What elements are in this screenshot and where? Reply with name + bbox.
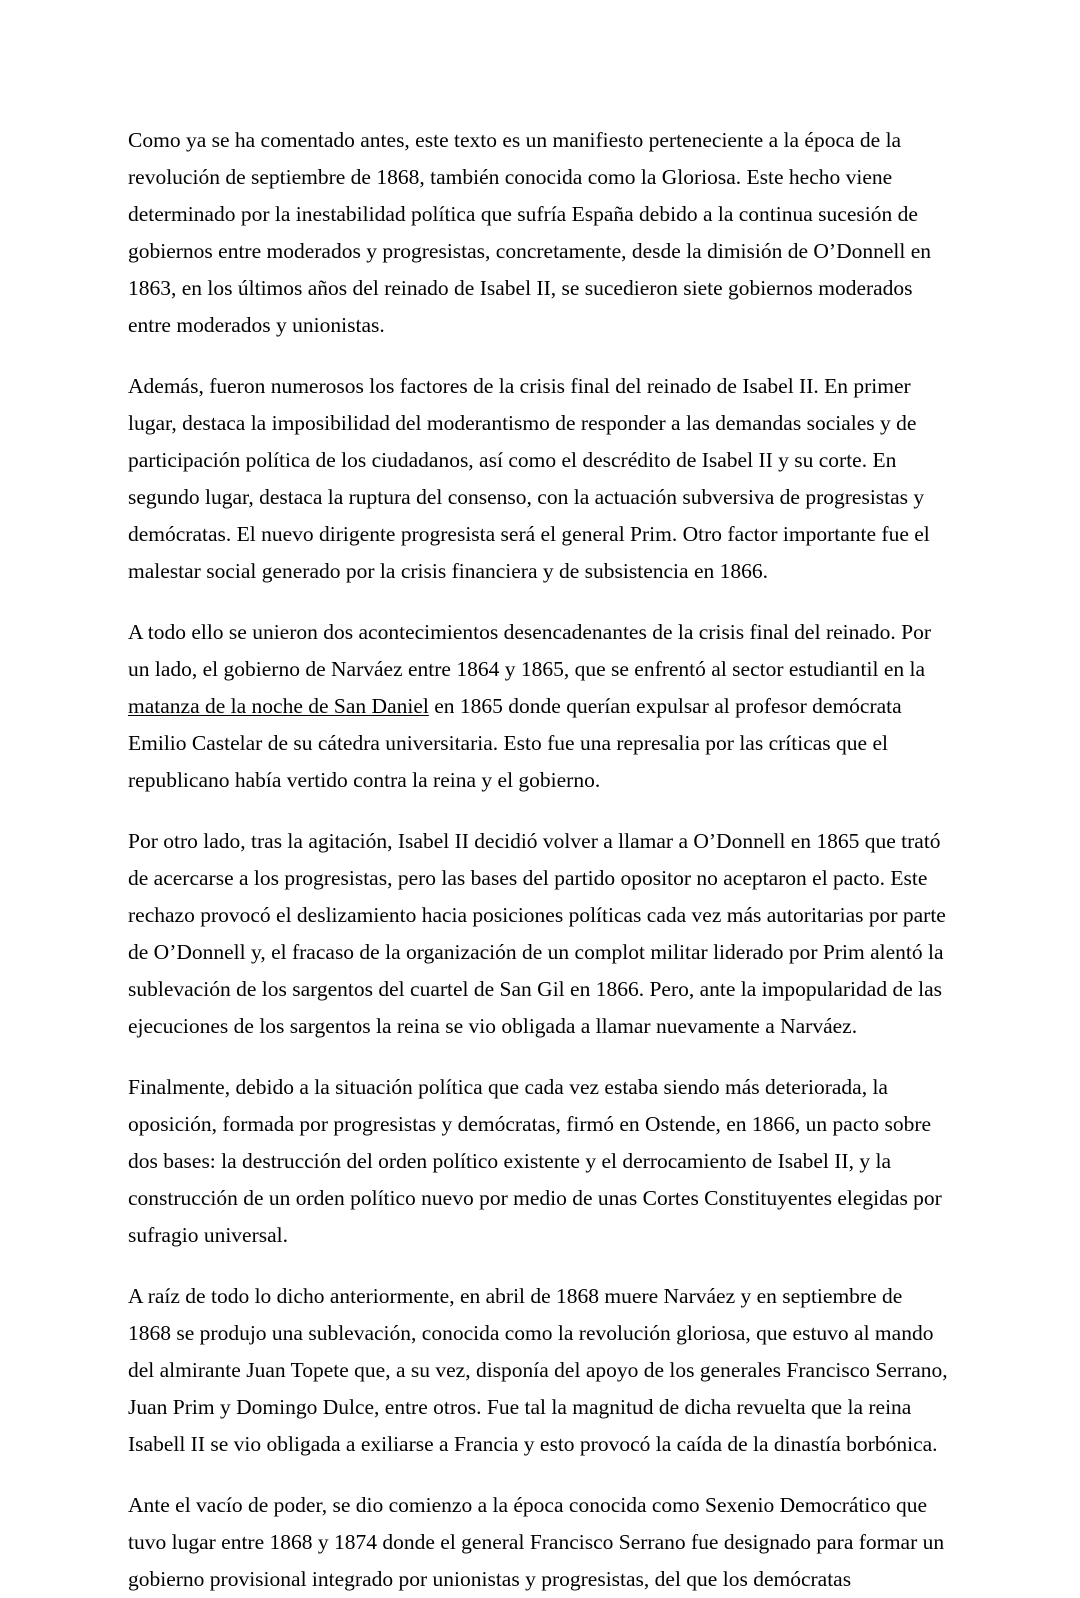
paragraph-7: Ante el vacío de poder, se dio comienzo a la época conocida como Sexenio Democrático que tuvo lugar entre 1868 y 1874 donde el general Francisco Serrano fue designado para formar un gobierno provisional integrado por unionistas y progresistas, del que los demócratas (128, 1493, 945, 1591)
paragraph-4: Por otro lado, tras la agitación, Isabel II decidió volver a llamar a O’Donnell en 1865 que trató de acercarse a los progresistas, pero las bases del partido opositor no aceptaron el pacto. Este rechazo provocó el deslizamiento hacia posiciones políticas cada vez más autoritarias por parte de O’Donnell y, el fracaso de la organización de un complot militar liderado por Prim alentó la sublevación de los sargentos del cuartel de San Gil en 1866. Pero, ante la impopularidad de las ejecuciones de los sargentos la reina se vio obligada a llamar nuevamente a Narváez. (128, 829, 946, 1038)
paragraph-3-text-after: en 1865 donde querían expulsar al profesor demócrata Emilio Castelar de su cátedra universitaria. Esto fue una represalia por las críticas que el republicano había vertido contra la reina y el gobierno. (128, 694, 902, 792)
document-body (128, 122, 948, 1598)
paragraph-5: Finalmente, debido a la situación política que cada vez estaba siendo más deteriorada, la oposición, formada por progresistas y demócratas, firmó en Ostende, en 1866, un pacto sobre dos bases: la destrucción del orden político existente y el derrocamiento de Isabel II, y la construcción de un orden político nuevo por medio de unas Cortes Constituyentes elegidas por sufragio universal. (128, 1075, 942, 1247)
paragraph-6: A raíz de todo lo dicho anteriormente, en abril de 1868 muere Narváez y en septiembre de 1868 se produjo una sublevación, conocida como la revolución gloriosa, que estuvo al mando del almirante Juan Topete que, a su vez, disponía del apoyo de los generales Francisco Serrano, Juan Prim y Domingo Dulce, entre otros. Fue tal la magnitud de dicha revuelta que la reina Isabell II se vio obligada a exiliarse a Francia y esto provocó la caída de la dinastía borbónica. (128, 1284, 948, 1456)
underlined-phrase-matanza-san-daniel: matanza de la noche de San Daniel (128, 694, 429, 718)
paragraph-3-text-before: A todo ello se unieron dos acontecimientos desencadenantes de la crisis final del reinado. Por un lado, el gobierno de Narváez entre 1864 y 1865, que se enfrentó al sector estudiantil en la (128, 620, 932, 681)
paragraph-2: Además, fueron numerosos los factores de la crisis final del reinado de Isabel II. En primer lugar, destaca la imposibilidad del moderantismo de responder a las demandas sociales y de participación política de los ciudadanos, así como el descrédito de Isabel II y su corte. En segundo lugar, destaca la ruptura del consenso, con la actuación subversiva de progresistas y demócratas. El nuevo dirigente progresista será el general Prim. Otro factor importante fue el malestar social generado por la crisis financiera y de subsistencia en 1866. (128, 374, 930, 583)
paragraph-3 (128, 614, 948, 799)
paragraph-1: Como ya se ha comentado antes, este texto es un manifiesto perteneciente a la época de la revolución de septiembre de 1868, también conocida como la Gloriosa. Este hecho viene determinado por la inestabilidad política que sufría España debido a la continua sucesión de gobiernos entre moderados y progresistas, concretamente, desde la dimisión de O’Donnell en 1863, en los últimos años del reinado de Isabel II, se sucedieron siete gobiernos moderados entre moderados y unionistas. (128, 128, 932, 337)
